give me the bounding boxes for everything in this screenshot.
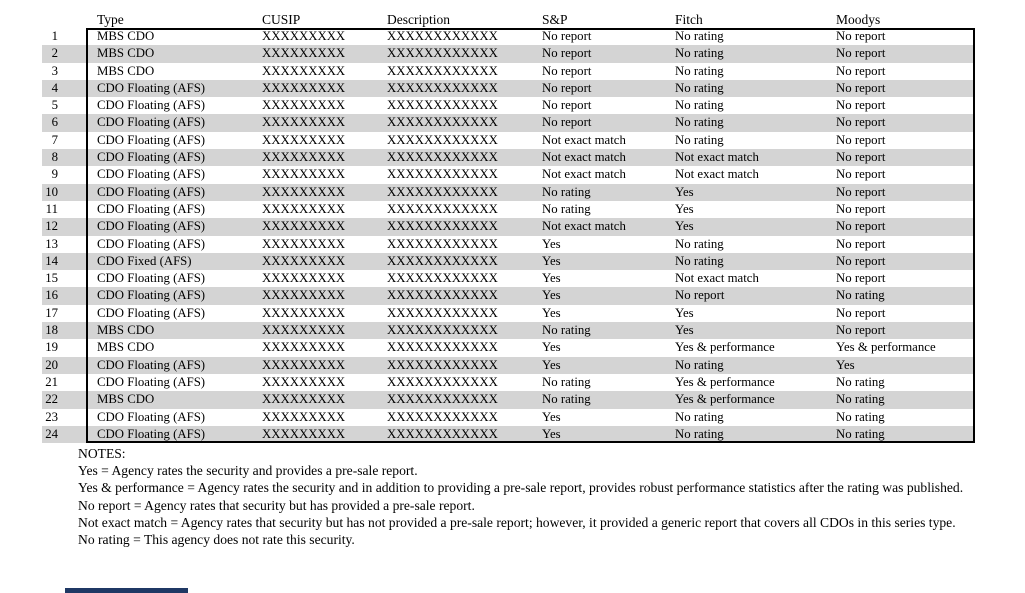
type-cell: CDO Floating (AFS) [97,409,206,424]
moodys-rating-cell: No report [836,150,886,165]
table-row [42,149,975,166]
description-cell: XXXXXXXXXXXX [387,46,498,61]
table-header-row [42,8,975,28]
row-number-cell: 19 [45,340,58,355]
sp-rating-cell: No report [542,29,592,43]
sp-rating-cell: Not exact match [542,150,626,165]
bottom-edge-bar-fragment [65,588,188,593]
table-row [42,391,975,408]
sp-rating-cell: Not exact match [542,167,626,182]
description-cell: XXXXXXXXXXXX [387,29,498,43]
table-row [42,184,975,201]
row-number-cell: 9 [51,167,58,182]
table-row [42,409,975,426]
moodys-rating-cell: No rating [836,426,885,441]
sp-rating-cell: No report [542,98,592,113]
description-cell: XXXXXXXXXXXX [387,132,498,147]
table-row [42,426,975,443]
description-cell: XXXXXXXXXXXX [387,271,498,286]
fitch-rating-cell: No rating [675,132,724,147]
note-line: No rating = This agency does not rate this security. [78,532,355,548]
row-number-cell: 13 [45,236,58,251]
moodys-rating-cell: Yes & performance [836,340,936,355]
cusip-cell: XXXXXXXXX [262,132,346,147]
moodys-rating-cell: No report [836,167,886,182]
fitch-rating-cell: Yes [675,184,694,199]
cusip-cell: XXXXXXXXX [262,271,346,286]
table-row [42,305,975,322]
cusip-cell: XXXXXXXXX [262,167,346,182]
sp-rating-cell: Yes [542,253,561,268]
table-row [42,218,975,235]
description-cell: XXXXXXXXXXXX [387,201,498,216]
moodys-rating-cell: No report [836,236,886,251]
fitch-rating-cell: No rating [675,80,724,95]
description-cell: XXXXXXXXXXXX [387,323,498,338]
sp-rating-cell: Yes [542,271,561,286]
type-cell: CDO Fixed (AFS) [97,253,192,268]
moodys-rating-cell: No report [836,305,886,320]
table-row [42,374,975,391]
table-row [42,201,975,218]
notes-list [78,462,971,548]
sp-rating-cell: Yes [542,409,561,424]
description-cell: XXXXXXXXXXXX [387,357,498,372]
moodys-rating-cell: No report [836,29,886,43]
type-cell: CDO Floating (AFS) [97,201,206,216]
moodys-rating-cell: No report [836,323,886,338]
type-cell: CDO Floating (AFS) [97,167,206,182]
sp-rating-cell: Yes [542,340,561,355]
row-number-cell: 1 [51,29,58,43]
table-row [42,236,975,253]
row-number-cell: 14 [45,253,58,268]
notes-section [78,445,971,548]
sp-rating-cell: Yes [542,426,561,441]
description-cell: XXXXXXXXXXXX [387,288,498,303]
row-number-cell: 22 [45,392,58,407]
fitch-rating-cell: Not exact match [675,150,759,165]
type-cell: CDO Floating (AFS) [97,374,206,389]
sp-rating-cell: Yes [542,357,561,372]
type-cell: CDO Floating (AFS) [97,219,206,234]
cusip-cell: XXXXXXXXX [262,184,346,199]
sp-rating-cell: No report [542,115,592,130]
sp-rating-cell: No rating [542,392,591,407]
type-cell: CDO Floating (AFS) [97,98,206,113]
moodys-rating-cell: No report [836,98,886,113]
type-cell: MBS CDO [97,63,155,78]
sp-rating-cell: Yes [542,288,561,303]
type-cell: CDO Floating (AFS) [97,426,206,441]
row-number-cell: 17 [45,305,58,320]
cusip-cell: XXXXXXXXX [262,29,346,43]
type-cell: CDO Floating (AFS) [97,115,206,130]
header-description: Description [387,12,450,27]
sp-rating-cell: No report [542,46,592,61]
cusip-cell: XXXXXXXXX [262,219,346,234]
fitch-rating-cell: Not exact match [675,271,759,286]
fitch-rating-cell: Not exact match [675,167,759,182]
notes-title: NOTES: [78,446,126,461]
description-cell: XXXXXXXXXXXX [387,63,498,78]
moodys-rating-cell: No report [836,184,886,199]
moodys-rating-cell: No report [836,219,886,234]
table-row [42,132,975,149]
moodys-rating-cell: No report [836,80,886,95]
cusip-cell: XXXXXXXXX [262,80,346,95]
note-line: No report = Agency rates that security but has provided a pre-sale report. [78,497,475,513]
cusip-cell: XXXXXXXXX [262,392,346,407]
header-sp: S&P [542,12,568,27]
cusip-cell: XXXXXXXXX [262,357,346,372]
header-type: Type [97,12,124,27]
note-line: Yes = Agency rates the security and provides a pre-sale report. [78,463,418,479]
description-cell: XXXXXXXXXXXX [387,340,498,355]
table-row [42,28,975,45]
type-cell: CDO Floating (AFS) [97,80,206,95]
fitch-rating-cell: Yes & performance [675,392,775,407]
table-row [42,270,975,287]
type-cell: MBS CDO [97,46,155,61]
row-number-cell: 3 [51,63,58,78]
moodys-rating-cell: No rating [836,374,885,389]
type-cell: CDO Floating (AFS) [97,150,206,165]
fitch-rating-cell: No rating [675,46,724,61]
note-line: Yes & performance = Agency rates the security and in addition to providing a pre-sale report, provides robust performance statistics after the rating was published. [78,480,964,496]
fitch-rating-cell: No rating [675,115,724,130]
type-cell: CDO Floating (AFS) [97,236,206,251]
row-number-cell: 8 [51,150,58,165]
type-cell: MBS CDO [97,340,155,355]
description-cell: XXXXXXXXXXXX [387,115,498,130]
description-cell: XXXXXXXXXXXX [387,219,498,234]
moodys-rating-cell: No report [836,132,886,147]
description-cell: XXXXXXXXXXXX [387,253,498,268]
sp-rating-cell: No rating [542,323,591,338]
row-number-cell: 2 [51,46,58,61]
row-number-cell: 21 [45,374,58,389]
cusip-cell: XXXXXXXXX [262,374,346,389]
type-cell: MBS CDO [97,392,155,407]
moodys-rating-cell: No report [836,46,886,61]
row-number-cell: 11 [45,201,58,216]
description-cell: XXXXXXXXXXXX [387,426,498,441]
row-number-cell: 12 [45,219,58,234]
moodys-rating-cell: No rating [836,409,885,424]
table-row [42,253,975,270]
header-fitch: Fitch [675,12,703,27]
row-number-cell: 18 [45,323,58,338]
description-cell: XXXXXXXXXXXX [387,98,498,113]
row-number-cell: 20 [45,357,58,372]
cusip-cell: XXXXXXXXX [262,426,346,441]
sp-rating-cell: No rating [542,374,591,389]
type-cell: CDO Floating (AFS) [97,132,206,147]
cusip-cell: XXXXXXXXX [262,63,346,78]
type-cell: CDO Floating (AFS) [97,184,206,199]
sp-rating-cell: Not exact match [542,219,626,234]
header-moodys: Moodys [836,12,881,27]
description-cell: XXXXXXXXXXXX [387,236,498,251]
description-cell: XXXXXXXXXXXX [387,305,498,320]
moodys-rating-cell: No report [836,115,886,130]
type-cell: MBS CDO [97,323,155,338]
fitch-rating-cell: Yes & performance [675,374,775,389]
moodys-rating-cell: No report [836,253,886,268]
fitch-rating-cell: No rating [675,98,724,113]
fitch-rating-cell: No rating [675,409,724,424]
cusip-cell: XXXXXXXXX [262,115,346,130]
fitch-rating-cell: No report [675,288,725,303]
type-cell: CDO Floating (AFS) [97,271,206,286]
table-row [42,114,975,131]
row-number-cell: 10 [45,184,58,199]
cusip-cell: XXXXXXXXX [262,253,346,268]
moodys-rating-cell: No report [836,201,886,216]
sp-rating-cell: Yes [542,236,561,251]
moodys-rating-cell: No report [836,271,886,286]
fitch-rating-cell: No rating [675,236,724,251]
description-cell: XXXXXXXXXXXX [387,409,498,424]
note-line: Not exact match = Agency rates that security but has not provided a pre-sale report; however, it provided a generic report that covers all CDOs in this series type. [78,514,956,530]
header-cusip: CUSIP [262,12,301,27]
table-row [42,287,975,304]
sp-rating-cell: Not exact match [542,132,626,147]
row-number-cell: 5 [51,98,58,113]
moodys-rating-cell: No report [836,63,886,78]
sp-rating-cell: No report [542,80,592,95]
table-row [42,322,975,339]
fitch-rating-cell: Yes [675,219,694,234]
cusip-cell: XXXXXXXXX [262,236,346,251]
row-number-cell: 23 [45,409,58,424]
row-number-cell: 15 [45,271,58,286]
fitch-rating-cell: Yes & performance [675,340,775,355]
fitch-rating-cell: No rating [675,426,724,441]
cusip-cell: XXXXXXXXX [262,150,346,165]
sp-rating-cell: No rating [542,184,591,199]
type-cell: CDO Floating (AFS) [97,288,206,303]
cusip-cell: XXXXXXXXX [262,340,346,355]
cusip-cell: XXXXXXXXX [262,305,346,320]
sp-rating-cell: No rating [542,201,591,216]
cusip-cell: XXXXXXXXX [262,288,346,303]
description-cell: XXXXXXXXXXXX [387,374,498,389]
sp-rating-cell: No report [542,63,592,78]
fitch-rating-cell: No rating [675,63,724,78]
row-number-cell: 7 [51,132,58,147]
cusip-cell: XXXXXXXXX [262,98,346,113]
fitch-rating-cell: No rating [675,29,724,43]
table-body [42,28,975,443]
moodys-rating-cell: No rating [836,392,885,407]
table-row [42,63,975,80]
table-row [42,97,975,114]
description-cell: XXXXXXXXXXXX [387,184,498,199]
ratings-table [42,8,975,443]
row-number-cell: 24 [45,426,58,441]
table-row [42,357,975,374]
row-number-cell: 4 [51,80,58,95]
description-cell: XXXXXXXXXXXX [387,150,498,165]
fitch-rating-cell: Yes [675,323,694,338]
fitch-rating-cell: Yes [675,201,694,216]
description-cell: XXXXXXXXXXXX [387,392,498,407]
cusip-cell: XXXXXXXXX [262,409,346,424]
description-cell: XXXXXXXXXXXX [387,167,498,182]
type-cell: CDO Floating (AFS) [97,357,206,372]
row-number-cell: 16 [45,288,58,303]
table-row [42,339,975,356]
fitch-rating-cell: Yes [675,305,694,320]
table-row [42,45,975,62]
description-cell: XXXXXXXXXXXX [387,80,498,95]
table-row [42,166,975,183]
type-cell: CDO Floating (AFS) [97,305,206,320]
moodys-rating-cell: Yes [836,357,855,372]
type-cell: MBS CDO [97,29,155,43]
cusip-cell: XXXXXXXXX [262,323,346,338]
cusip-cell: XXXXXXXXX [262,201,346,216]
table-row [42,80,975,97]
fitch-rating-cell: No rating [675,253,724,268]
fitch-rating-cell: No rating [675,357,724,372]
moodys-rating-cell: No rating [836,288,885,303]
sp-rating-cell: Yes [542,305,561,320]
cusip-cell: XXXXXXXXX [262,46,346,61]
row-number-cell: 6 [51,115,58,130]
